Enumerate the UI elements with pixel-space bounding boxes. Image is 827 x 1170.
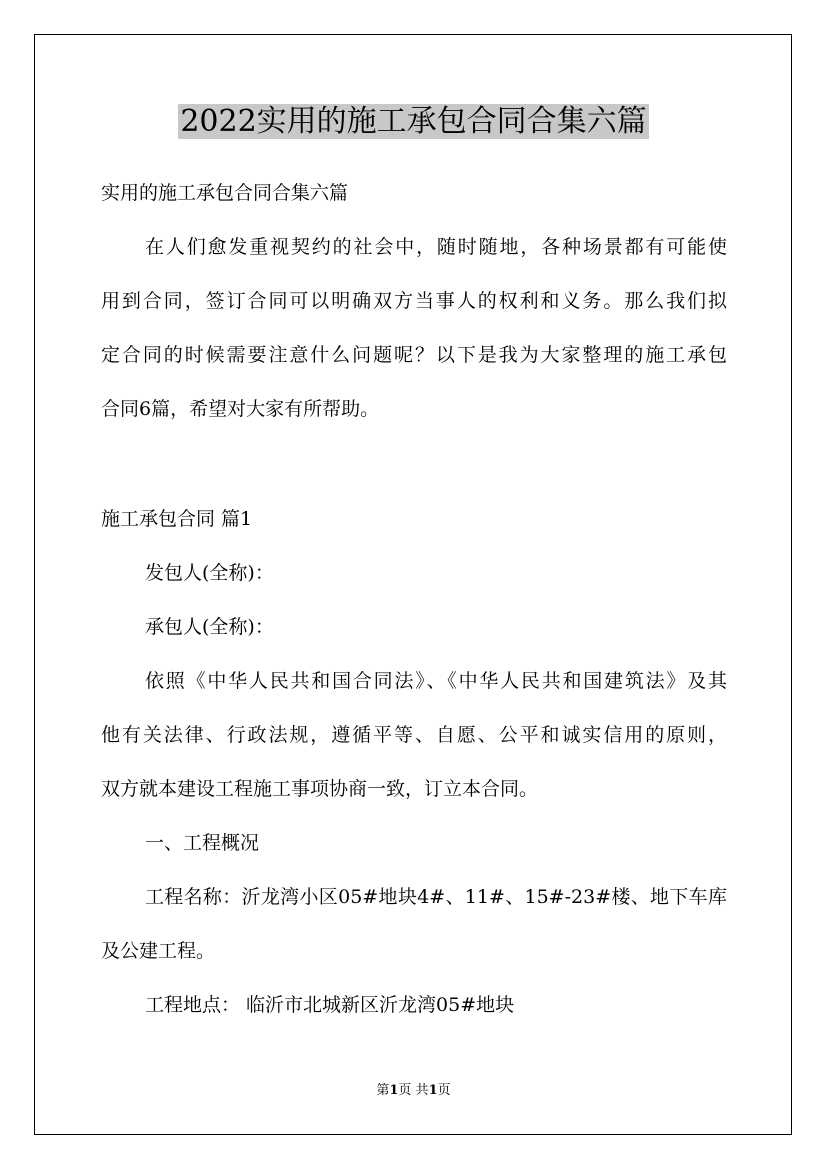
project-name-line-1: 工程名称：沂龙湾小区05#地块4#、11#、15#-23#楼、地下车库 [145,886,727,908]
document-title-text: 2022实用的施工承包合同合集六篇 [180,104,647,139]
footer-suffix: 页 [437,1083,451,1098]
footer-prefix: 第 [376,1083,390,1098]
section-heading: 施工承包合同 篇1 [101,508,253,530]
party-a-label: 发包人(全称)： [145,562,274,584]
footer-page-number: 1 [389,1083,399,1098]
intro-line-3: 定合同的时候需要注意什么问题呢？以下是我为大家整理的施工承包 [101,344,727,366]
footer-total-pages: 1 [428,1083,438,1098]
clause-heading: 一、工程概况 [145,832,260,854]
document-subtitle: 实用的施工承包合同合集六篇 [101,182,349,204]
project-name-line-2: 及公建工程。 [101,940,216,962]
project-location: 工程地点： 临沂市北城新区沂龙湾05#地块 [145,994,515,1016]
intro-line-4: 合同6篇，希望对大家有所帮助。 [101,398,380,420]
intro-line-2: 用到合同，签订合同可以明确双方当事人的权利和义务。那么我们拟 [101,290,727,312]
page-footer [0,1082,827,1100]
basis-line-1: 依照《中华人民共和国合同法》、《中华人民共和国建筑法》及其 [145,670,727,692]
footer-middle: 页 共 [398,1083,429,1098]
intro-line-1: 在人们愈发重视契约的社会中，随时随地，各种场景都有可能使 [145,236,727,258]
party-b-label: 承包人(全称)： [145,616,274,638]
document-title [0,100,827,144]
basis-line-3: 双方就本建设工程施工事项协商一致，订立本合同。 [101,778,539,800]
basis-line-2: 他有关法律、行政法规，遵循平等、自愿、公平和诚实信用的原则， [101,724,727,746]
